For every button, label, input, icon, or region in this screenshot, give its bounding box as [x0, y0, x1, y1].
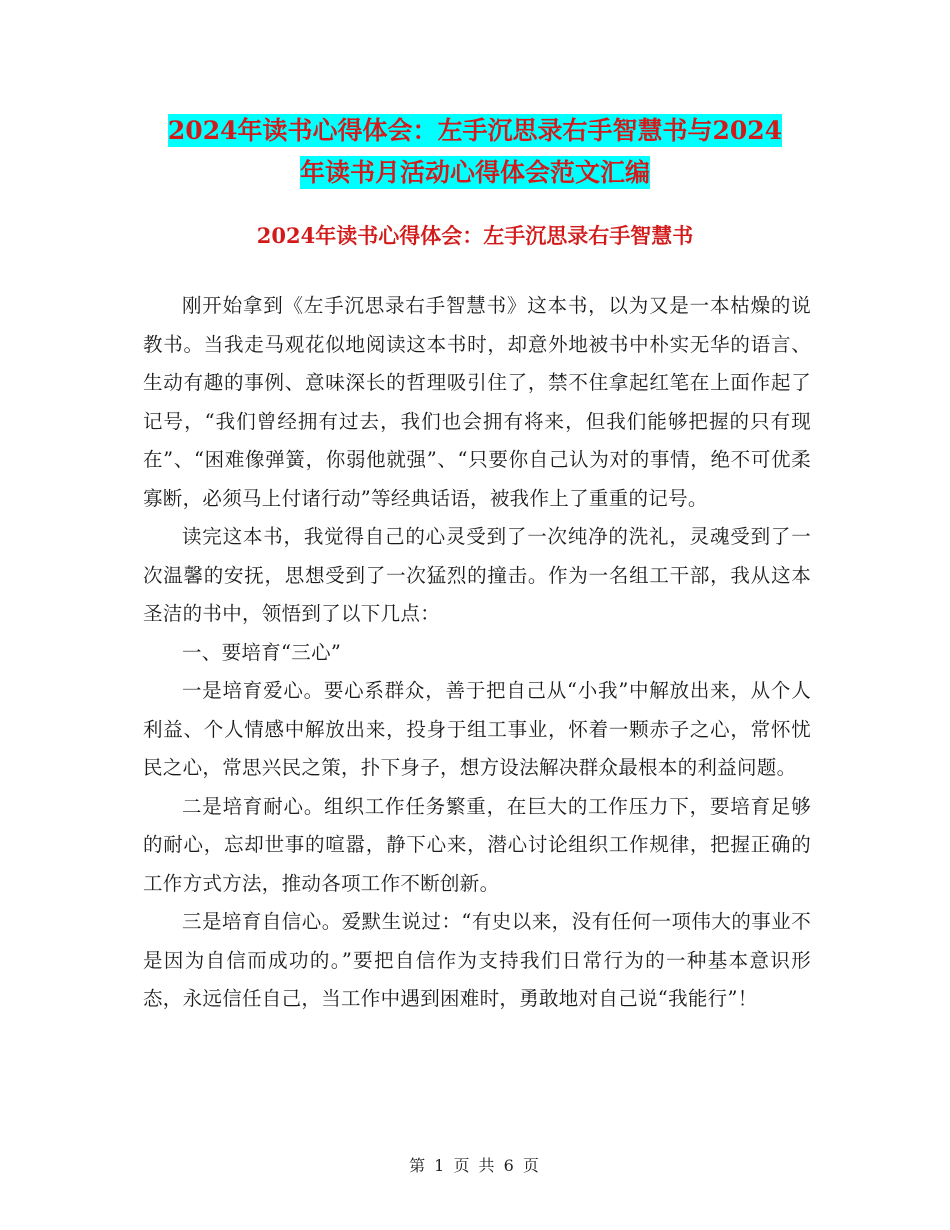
document-title: [140, 110, 810, 194]
title-line-2: 年读书月活动心得体会范文汇编: [299, 158, 650, 187]
page-footer: 第 1 页 共 6 页: [409, 1156, 541, 1175]
paragraph-patience: 二是培育耐心。组织工作任务繁重，在巨大的工作压力下，要培育足够的耐心，忘却世事的喧嚣，静下心来，潜心讨论组织工作规律，把握正确的工作方式方法，推动各项工作不断创新。: [143, 794, 811, 895]
paragraph-1: 刚开始拿到《左手沉思录右手智慧书》这本书，以为又是一本枯燥的说教书。当我走马观花似地阅读这本书时，却意外地被书中朴实无华的语言、生动有趣的事例、意味深长的哲理吸引住了，禁不住拿起红笔在上面作起了记号，“我们曾经拥有过去，我们也会拥有将来，但我们能够把握的只有现在”、“困难像弹簧，你弱他就强”、“只要你自己认为对的事情，绝不可优柔寡断，必须马上付诸行动”等经典话语，被我作上了重重的记号。: [143, 294, 811, 510]
paragraph-love: 一是培育爱心。要心系群众，善于把自己从“小我”中解放出来，从个人利益、个人情感中解放出来，投身于组工事业，怀着一颗赤子之心，常怀忧民之心，常思兴民之策，扑下身子，想方设法解决群众最根本的利益问题。: [143, 679, 811, 779]
paragraph-2: 读完这本书，我觉得自己的心灵受到了一次纯净的洗礼，灵魂受到了一次温馨的安抚，思想受到了一次猛烈的撞击。作为一名组工干部，我从这本圣洁的书中，领悟到了以下几点：: [143, 525, 811, 625]
title-line-1: 2024年读书心得体会：左手沉思录右手智慧书与2024: [167, 116, 783, 145]
section-heading-three-hearts: 一、要培育“三心”: [182, 640, 342, 664]
document-body: [143, 287, 811, 1019]
section-subtitle: 2024年读书心得体会：左手沉思录右手智慧书: [256, 223, 694, 248]
paragraph-confidence: 三是培育自信心。爱默生说过：“有史以来，没有任何一项伟大的事业不是因为自信而成功的。”要把自信作为支持我们日常行为的一种基本意识形态，永远信任自己，当工作中遇到困难时，勇敢地对自己说“我能行”！: [143, 910, 811, 1010]
